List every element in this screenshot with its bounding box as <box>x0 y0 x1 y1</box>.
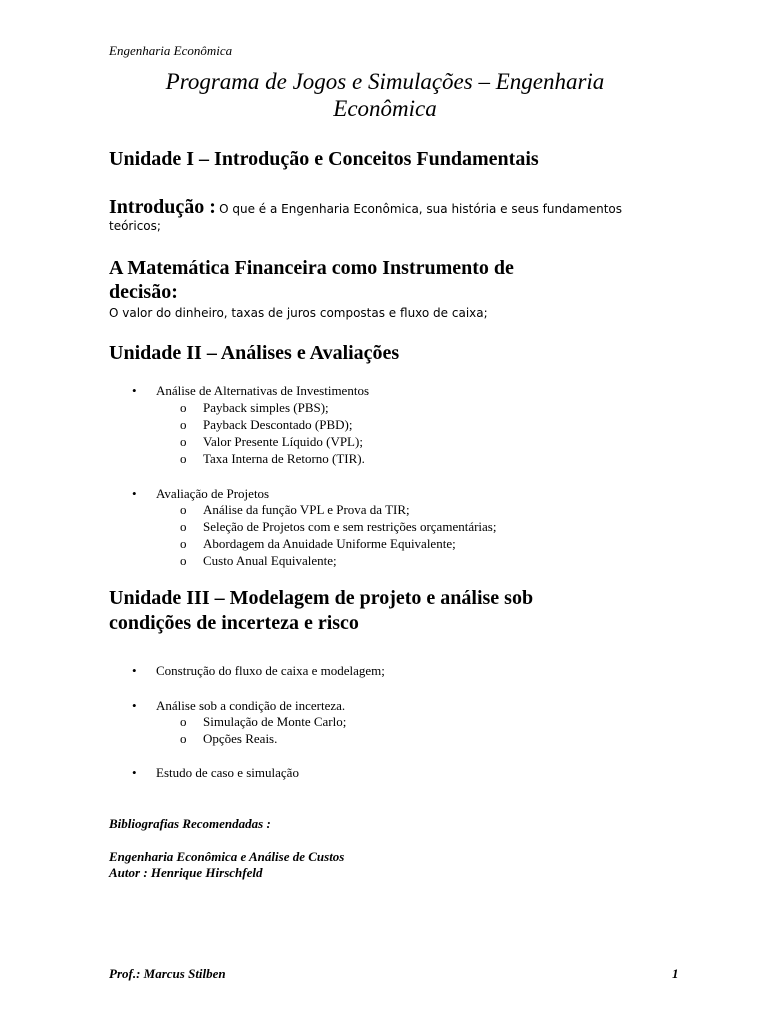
bullet-icon: • <box>132 765 137 780</box>
bullet-icon: • <box>132 698 137 713</box>
unit-3-heading-line-2: condições de incerteza e risco <box>109 612 359 634</box>
bullet-icon: • <box>132 383 137 398</box>
sub-bullet-icon: o <box>180 451 187 466</box>
intro-text-continued: teóricos; <box>109 219 161 233</box>
sub-bullet-icon: o <box>180 714 187 729</box>
math-heading-line-2: decisão: <box>109 281 178 303</box>
intro-lead: Introdução : <box>109 196 216 218</box>
sub-bullet-icon: o <box>180 417 187 432</box>
sub-bullet-icon: o <box>180 536 187 551</box>
document-title-line-2: Econômica <box>333 96 437 121</box>
math-text: O valor do dinheiro, taxas de juros compostas e fluxo de caixa; <box>109 306 488 320</box>
sub-bullet-icon: o <box>180 553 187 568</box>
unit-3-heading-line-1: Unidade III – Modelagem de projeto e análise sob <box>109 587 534 609</box>
unit-2-heading: Unidade II – Análises e Avaliações <box>109 342 400 364</box>
intro-text: O que é a Engenharia Econômica, sua história e seus fundamentos <box>219 202 623 216</box>
sub-bullet-icon: o <box>180 519 187 534</box>
sub-bullet-icon: o <box>180 731 187 746</box>
bullet-icon: • <box>132 663 137 678</box>
bullet-icon: • <box>132 486 137 501</box>
page-number: 1 <box>672 966 679 981</box>
sub-bullet-icon: o <box>180 434 187 449</box>
footer-professor: Prof.: Marcus Stilben <box>109 966 226 981</box>
bibliography-book-title: Engenharia Econômica e Análise de Custos <box>109 849 345 864</box>
bibliography-author: Autor : Henrique Hirschfeld <box>109 865 263 880</box>
bibliography-heading: Bibliografias Recomendadas : <box>109 816 271 831</box>
document-page: Engenharia Econômica Programa de Jogos e Simulações – Engenharia Econômica Unidade I – Introdução e Conceitos Fundamentais Introdução : O que é a Engenharia Econômica, sua história e seus fundamentos teóricos; A Matemática Financeira como Instrumento de decisão: O valor do dinheiro, taxas de juros compostas e fluxo de caixa; Unidade II – Análises e Avaliações • Análise de Alternativas de Investimentos o Payback simples (PBS); o Payback Descontado (PBD); o Valor Presente Líquido (VPL); o Taxa Interna de Retorno (TIR). • Avaliação de Projetos o Análise da função VPL e Prova da TIR; o Seleção de Projetos com e sem restrições orçamentárias; o Abordagem da Anuidade Uniforme Equivalente; o Custo Anual Equivalente; Unidade III – Modelagem de projeto e análise sob condições de incerteza e risco • Construção do fluxo de caixa e modelagem; • Análise sob a condição de incerteza. o Simulação de Monte Carlo; o Opções Reais. • Estudo de caso e simulação Bibliografias Recomendadas : Engenharia Econômica e Análise de Custos Autor : Henrique Hirschfeld Prof.: Marcus Stilben 1 <box>109 43 679 981</box>
math-heading <box>109 256 649 304</box>
unit-3-heading <box>109 586 533 636</box>
math-heading-line-1: A Matemática Financeira como Instrumento de <box>109 257 514 279</box>
intro-paragraph <box>109 196 669 234</box>
sub-bullet-icon: o <box>180 400 187 415</box>
unit-1-heading: Unidade I – Introdução e Conceitos Fundamentais <box>109 148 539 170</box>
document-title <box>110 68 660 122</box>
sub-bullet-icon: o <box>180 502 187 517</box>
page-header: Engenharia Econômica <box>109 43 233 58</box>
document-title-line-1: Programa de Jogos e Simulações – Engenharia <box>165 69 605 94</box>
